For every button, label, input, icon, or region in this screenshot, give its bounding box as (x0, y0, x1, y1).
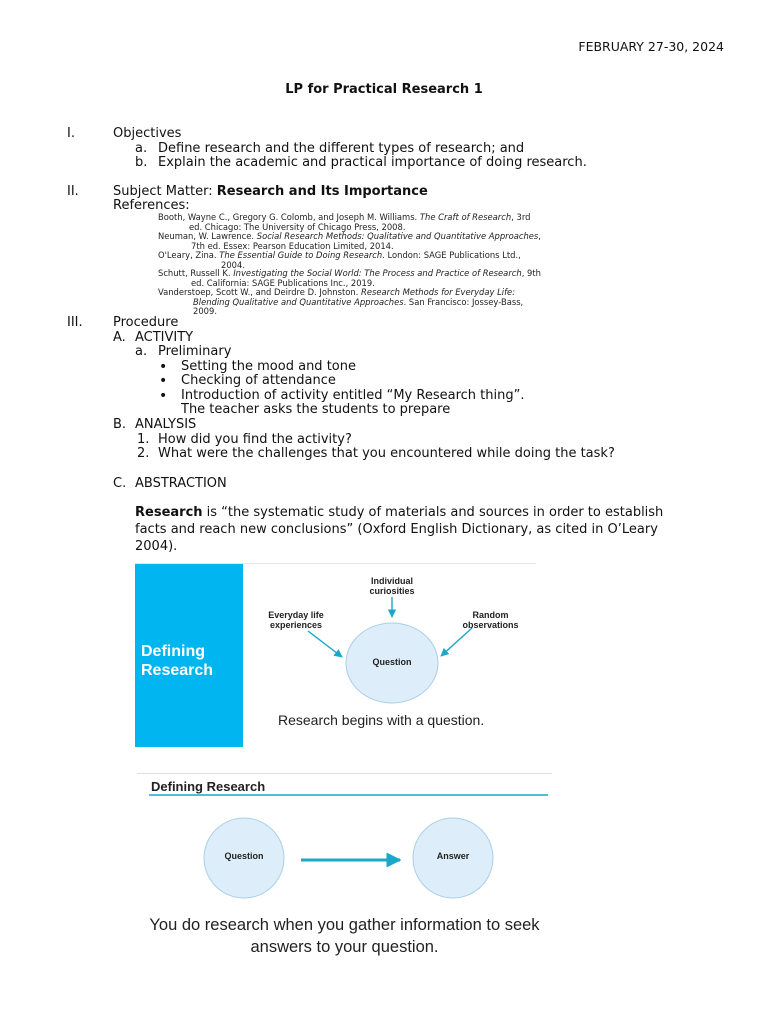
reference-entry: O'Leary, Zina. The Essential Guide to Doing Research. London: SAGE Publications Ltd., 2004. (158, 250, 521, 270)
section-number-subject: II. (67, 184, 79, 199)
label-question: Question (224, 851, 264, 861)
subject-matter-topic: Research and Its Importance (216, 184, 428, 199)
slide1-caption: Research begins with a question. (278, 712, 485, 728)
analysis-question: What were the challenges that you encountered while doing the task? (158, 446, 615, 461)
activity-bullet: • Checking of attendance (181, 373, 336, 388)
slide-side-title: Defining Research (141, 643, 214, 679)
definition-text: is “the systematic study of materials and sources in order to establish facts and reach new conclusions” (Oxford English Dictionary, as cited in O’Leary 2004). (135, 505, 664, 554)
arrow-right (441, 628, 472, 656)
activity-mark: A. (113, 330, 126, 345)
reference-entry: Neuman, W. Lawrence. Social Research Methods: Qualitative and Quantitative Approaches, 7th ed. Essex: Pearson Education Limited, 2014. (158, 231, 541, 251)
activity-continuation: The teacher asks the students to prepare (181, 402, 451, 417)
analysis-heading: ANALYSIS (135, 417, 197, 432)
arrow-left (308, 631, 342, 657)
analysis-mark: 1. (137, 432, 150, 447)
research-definition (135, 504, 695, 555)
section-number-procedure: III. (67, 315, 83, 330)
label-question: Question (372, 657, 412, 667)
activity-bullet: • Introduction of activity entitled “My Research thing”. (181, 388, 524, 403)
reference-entry: Schutt, Russell K. Investigating the Social World: The Process and Practice of Research, 9th ed. California: SAGE Publications Inc., 2019. (158, 268, 541, 288)
section-heading-procedure: Procedure (113, 315, 179, 330)
document-title: LP for Practical Research 1 (285, 82, 483, 97)
objective-item: Explain the academic and practical importance of doing research. (158, 155, 587, 170)
activity-heading: ACTIVITY (135, 330, 194, 345)
preliminary-heading: Preliminary (158, 344, 232, 359)
analysis-mark: B. (113, 417, 127, 432)
preliminary-mark: a. (135, 344, 148, 359)
objective-item: Define research and the different types of research; and (158, 141, 525, 156)
abstraction-mark: C. (113, 476, 127, 491)
analysis-mark: 2. (137, 446, 150, 461)
reference-entry: Vanderstoep, Scott W., and Deirdre D. Johnston. Research Methods for Everyday Life: Blending Qualitative and Quantitative Approaches. San Francisco: Jossey-Bass, 2009. (158, 287, 524, 317)
reference-entry: Booth, Wayne C., Gregory G. Colomb, and Joseph M. Williams. The Craft of Research, 3rd ed. Chicago: The University of Chicago Press, 2008. (158, 212, 531, 232)
label-random-observations: Random observations (462, 610, 519, 630)
document-date: FEBRUARY 27-30, 2024 (578, 39, 724, 54)
objective-mark: b. (135, 155, 148, 170)
slide-defining-research-question (135, 563, 536, 747)
abstraction-heading: ABSTRACTION (135, 476, 227, 491)
references-label: References: (113, 198, 190, 213)
label-everyday-life: Everyday life experiences (268, 610, 324, 630)
section-heading-objectives: Objectives (113, 126, 182, 141)
analysis-question: How did you find the activity? (158, 432, 352, 447)
research-term: Research (135, 505, 203, 520)
slide2-caption: You do research when you gather information to seek answers to your question. (149, 916, 540, 956)
objective-mark: a. (135, 141, 148, 156)
slide2-title: Defining Research (151, 779, 266, 794)
activity-bullet: • Setting the mood and tone (181, 359, 356, 374)
label-individual-curiosities: Individual curiosities (369, 576, 415, 596)
section-heading-subject (113, 184, 428, 199)
subject-matter-label: Subject Matter: (113, 184, 213, 199)
label-answer: Answer (436, 851, 470, 861)
section-number-objectives: I. (67, 126, 75, 141)
slide-defining-research-answer (137, 773, 552, 969)
